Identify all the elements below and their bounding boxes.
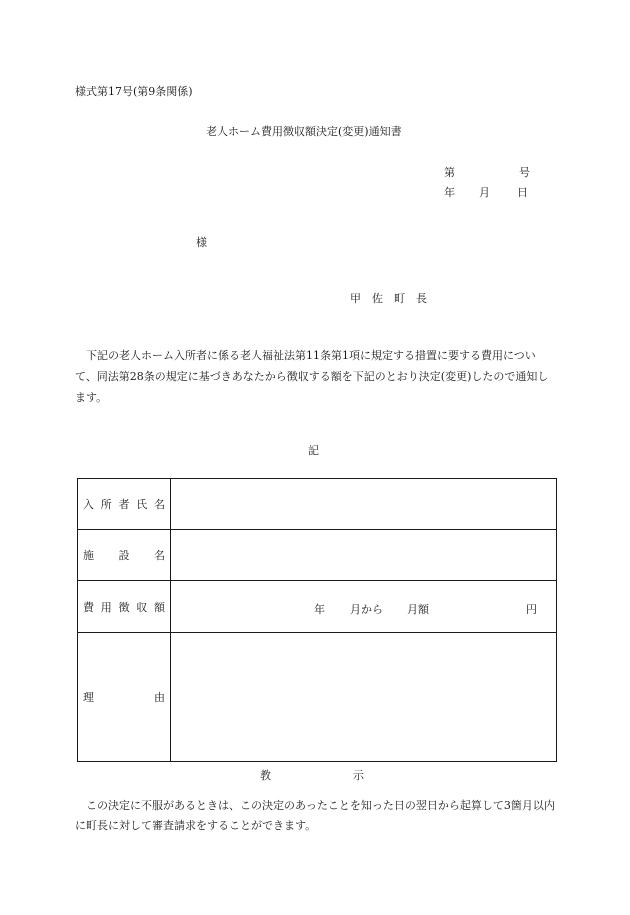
row-label [83, 496, 165, 512]
label-char: 理 [83, 691, 94, 704]
facility-name-cell [171, 530, 557, 581]
table-label-cell [78, 633, 171, 762]
ki-heading: 記 [308, 444, 319, 457]
detail-table [77, 478, 557, 762]
label-char: 名 [154, 498, 165, 511]
row-label [83, 689, 165, 705]
table-row [78, 530, 557, 581]
label-char: 額 [154, 600, 165, 614]
instruction-heading-char-1: 教 [260, 769, 271, 782]
date-day: 日 [517, 186, 528, 199]
label-char: 用 [100, 600, 112, 614]
label-char: 費 [83, 600, 94, 614]
document-number-suffix: 号 [519, 166, 530, 179]
label-char: 者 [118, 498, 130, 511]
resident-name-cell [171, 479, 557, 530]
issuer-name: 甲佐町長 [350, 292, 438, 305]
row-label [83, 599, 165, 615]
table-label-cell [78, 479, 171, 530]
amount-yen: 円 [526, 602, 537, 616]
label-char: 設 [118, 549, 130, 562]
table-label-cell [78, 530, 171, 581]
table-row [78, 633, 557, 762]
label-char: 氏 [136, 498, 148, 511]
date-month: 月 [479, 186, 490, 199]
instruction-heading-char-2: 示 [353, 769, 364, 782]
addressee-suffix: 様 [196, 236, 207, 249]
appeal-notice: この決定に不服があるときは、この決定のあったことを知った日の翌日から起算して3箇月以内に町長に対して審査請求をすることができます。 [75, 799, 555, 832]
table-label-cell [78, 581, 171, 633]
label-char: 入 [83, 498, 94, 511]
label-char: 所 [100, 498, 112, 511]
instruction-heading [260, 770, 364, 781]
amount-from-month: 月から [350, 602, 383, 616]
reason-cell [171, 633, 557, 762]
label-char: 名 [154, 549, 165, 562]
document-number-line [444, 162, 530, 182]
form-number: 様式第17号(第9条関係) [75, 85, 193, 98]
date-line [444, 182, 530, 202]
label-char: 収 [136, 600, 148, 614]
label-char: 由 [154, 691, 165, 704]
label-char: 施 [83, 549, 94, 562]
amount-year: 年 [314, 602, 325, 616]
amount-cell [171, 581, 557, 633]
table-row [78, 479, 557, 530]
reference-block [444, 162, 530, 202]
date-year: 年 [444, 186, 455, 199]
amount-monthly: 月額 [407, 602, 429, 616]
row-label [83, 547, 165, 563]
document-title: 老人ホーム費用徴収額決定(変更)通知書 [206, 125, 402, 138]
body-paragraph: 下記の老人ホーム入所者に係る老人福祉法第11条第1項に規定する措置に要する費用について、同法第28条の規定に基づきあなたから徴収する額を下記のとおり決定(変更)したので通知します。 [75, 349, 549, 404]
document-number-prefix: 第 [444, 166, 455, 179]
label-char: 徴 [118, 600, 130, 614]
table-row [78, 581, 557, 633]
